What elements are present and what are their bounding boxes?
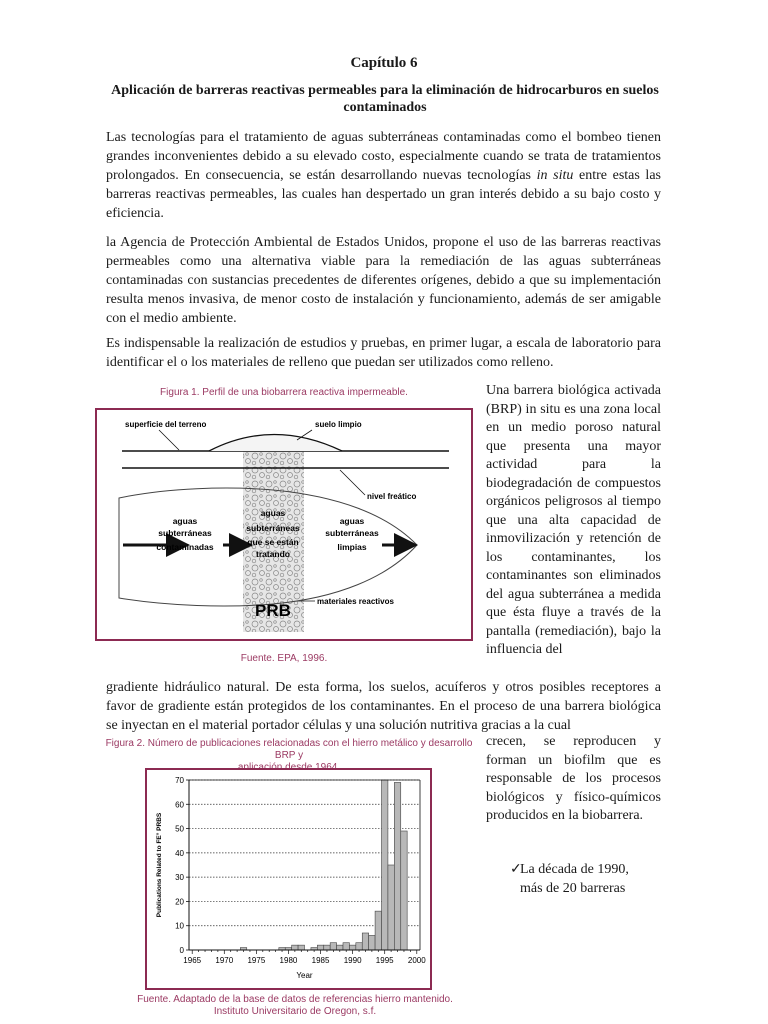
bar-1985 [317,945,323,950]
treating-label-2: subterráneas [246,523,300,533]
x-tick-label: 1985 [311,956,330,965]
figure-2-source [95,994,495,1018]
y-tick-label: 30 [175,873,184,883]
bar-1982 [298,945,304,950]
in-situ-italic: in situ [536,168,574,183]
check-icon: ✓ [510,862,522,877]
figure-1-diagram [97,410,471,639]
treating-label-1: aguas [260,508,286,518]
x-tick-label: 2000 [407,956,426,965]
figure-2-caption-line-1: Figura 2. Número de publicaciones relacionadas con el hierro metálico y desarrollo BRP y [105,738,473,761]
bar-1989 [343,943,349,950]
water-table-leader [340,470,365,495]
figure-2 [145,768,432,990]
contaminated-label-2: subterráneas [158,528,212,538]
chapter-title: Aplicación de barreras reactivas permeables para la eliminación de hidrocarburos en suelos contaminados [111,83,659,115]
y-tick-label: 70 [175,776,184,785]
x-tick-label: 1975 [247,956,266,965]
bar-1997 [394,782,400,950]
clean-soil-mound [209,435,342,452]
x-tick-label: 1995 [375,956,394,965]
clean-water-label-3: limpias [337,542,367,552]
reactive-materials-label: materiales reactivos [317,597,394,606]
chapter-heading: Capítulo 6 [350,55,418,71]
figure-1-caption: Figura 1. Perfil de una biobarrera reactiva impermeable. [160,387,408,398]
bar-1986 [324,945,330,950]
chart-bars [240,780,407,950]
y-tick-label: 0 [179,946,184,955]
x-tick-label: 1965 [183,956,202,965]
side-paragraph-1: Una barrera biológica activada (BRP) in situ es una zona local en un medio poroso natural que presenta una mayor actividad para la biodegradación de compuestos orgánicos peligrosos al tiempo que una alta capacidad de inmovilización y retención de los contaminantes, los contaminantes son eliminados del agua subterránea a medida que ésta fluye a través de la pantalla (remediación), bajo la influencia del [486,383,661,657]
paragraph-1 [106,128,661,223]
surface-label: superficie del terreno [125,420,207,429]
clean-water-label-1: aguas [339,516,365,526]
water-table-label: nivel freático [367,492,417,501]
bar-1994 [375,911,381,950]
x-tick-label: 1980 [279,956,298,965]
x-tick-label: 1970 [215,956,234,965]
figure-1-source: Fuente. EPA, 1996. [240,653,328,664]
y-tick-label: 10 [175,921,184,931]
bar-1987 [330,943,336,950]
checklist-line-1: La década de 1990, [520,862,629,877]
bar-1981 [292,945,298,950]
x-tick-label: 1990 [343,956,362,965]
checklist-line-2: más de 20 barreras [520,881,626,896]
y-axis-label: Publications Related to FE° PRBS [156,812,163,918]
contaminated-label-1: aguas [172,516,198,526]
treating-label-3: que se están [247,537,299,547]
paragraph-1-text-b: entre estas las barreras reactivas permeables, las cuales han despertado un gran interés debido a su bajo costo y eficiencia. [106,168,661,221]
bar-1996 [388,865,394,950]
paragraph-1-text-a: Las tecnologías para el tratamiento de aguas subterráneas contaminadas como el bombeo tienen grandes inconvenientes debido a su elevado costo, especialmente cuando se trata de tratamientos prolongados. En consecuencia, se están desarrollando nuevas tecnologías [106,130,661,183]
y-tick-label: 20 [175,897,184,907]
bar-1991 [356,943,362,950]
figure-1 [95,408,473,641]
bar-1988 [337,945,343,950]
bar-1993 [369,935,375,950]
bar-1998 [401,831,407,950]
paragraph-2: la Agencia de Protección Ambiental de Estados Unidos, propone el uso de las barreras reactivas permeables como una alternativa viable para la remediación de las aguas subterráneas contaminadas con sustancias precedentes de diferentes orígenes, debido a que su implementación resulta menos invasiva, de menor costo de instalación y funcionamiento, además de ser amigable con el medio ambiente. [106,235,661,326]
bar-1995 [382,780,388,950]
prb-label: PRB [255,601,291,620]
bar-1990 [349,945,355,950]
surface-leader [159,430,179,450]
contaminated-label-3: contaminadas [156,542,214,552]
paragraph-3: Es indispensable la realización de estudios y pruebas, en primer lugar, a escala de laboratorio para identificar el o los materiales de relleno que puedan ser utilizados como relleno. [106,336,661,370]
y-tick-label: 40 [175,848,184,858]
x-axis-label: Year [296,971,313,980]
publications-chart [147,770,430,988]
figure-2-source-line-1: Fuente. Adaptado de la base de datos de referencias hierro mantenido. [137,994,453,1005]
side-paragraph-2: crecen, se reproducen y forman un biofilm que es responsable de los procesos biológicos y físico-químicos producidos en la biobarrera. [486,734,661,823]
paragraph-4: gradiente hidráulico natural. De esta forma, los suelos, acuíferos y otros posibles receptores a favor de gradiente están protegidos de los contaminantes. En el proceso de una barrera biológica se inyectan en el material portador células y una solución nutritiva gracias a la cual [106,680,661,733]
clean-water-label-2: subterráneas [325,528,379,538]
treating-label-4: tratando [256,549,290,559]
figure-2-source-line-2: Instituto Universitario de Oregon, s.f. [213,1006,377,1017]
y-tick-label: 60 [175,800,184,810]
bar-1992 [362,933,368,950]
y-tick-label: 50 [175,824,184,834]
clean-soil-label: suelo limpio [315,420,362,429]
